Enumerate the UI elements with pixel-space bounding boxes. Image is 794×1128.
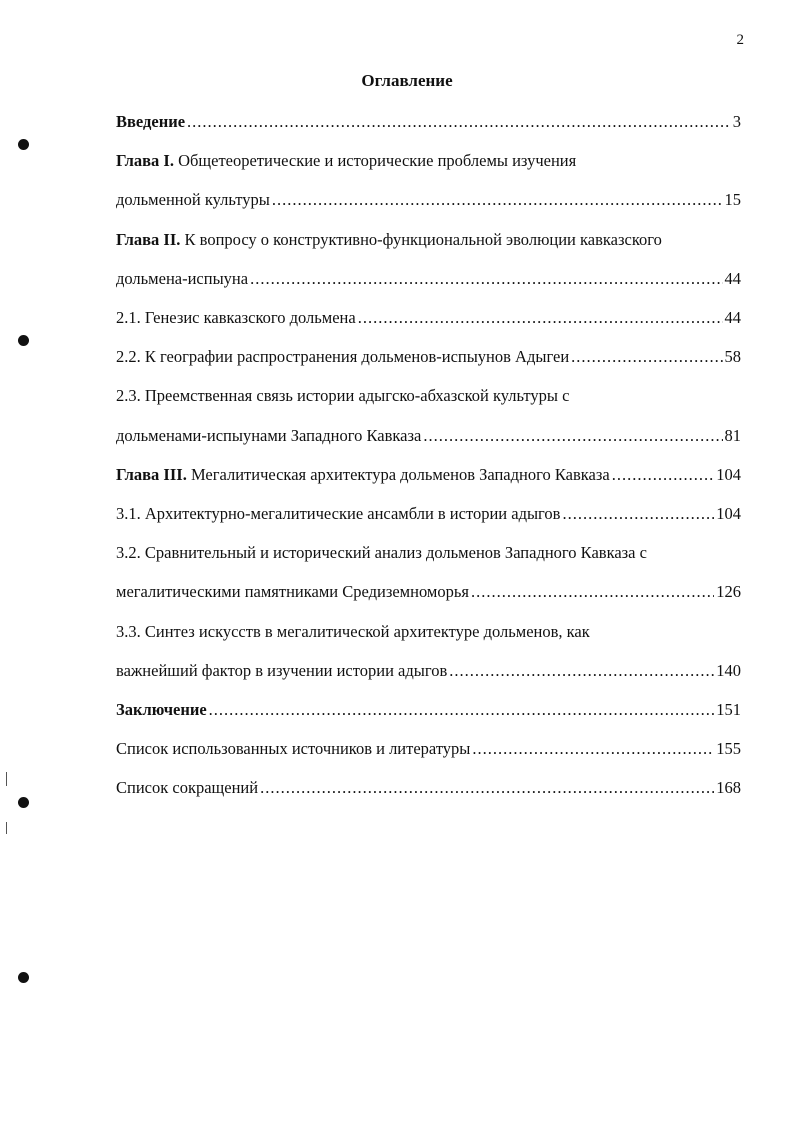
toc-line bbox=[116, 151, 741, 171]
toc-line-text bbox=[116, 739, 470, 759]
toc-line-text bbox=[116, 426, 421, 446]
toc-entry[interactable] bbox=[116, 622, 741, 681]
toc-chapter-label: Глава II. bbox=[116, 229, 181, 249]
toc-line-title: мегалитическими памятниками Средиземноморья bbox=[116, 582, 469, 602]
toc-page-number: 126 bbox=[716, 582, 741, 602]
toc-line-text bbox=[116, 465, 610, 485]
toc-line-title: 3.2. Сравнительный и исторический анализ дольменов Западного Кавказа с bbox=[116, 543, 647, 563]
toc-entry[interactable] bbox=[116, 700, 741, 720]
toc-line-title: К вопросу о конструктивно-функциональной эволюции кавказского bbox=[180, 229, 662, 249]
hole-punch-mark bbox=[18, 335, 29, 346]
toc-line bbox=[116, 504, 741, 524]
toc-entry[interactable] bbox=[116, 151, 741, 210]
toc-line-title: 2.3. Преемственная связь истории адыгско-абхазской культуры с bbox=[116, 386, 570, 406]
toc-leader-dots bbox=[562, 504, 714, 524]
hole-punch-mark bbox=[18, 797, 29, 808]
toc-leader-dots bbox=[472, 739, 714, 759]
toc-leader-dots bbox=[358, 308, 723, 328]
toc-page-number: 155 bbox=[716, 739, 741, 759]
toc-line bbox=[116, 426, 741, 446]
toc-entry[interactable] bbox=[116, 543, 741, 602]
toc-line-text bbox=[116, 622, 590, 642]
toc-line bbox=[116, 347, 741, 367]
toc-page-number: 104 bbox=[716, 504, 741, 523]
toc-page-number: 58 bbox=[724, 347, 741, 367]
toc-page-number: 44 bbox=[724, 268, 741, 288]
toc-line-text bbox=[116, 269, 248, 289]
toc-line-text bbox=[116, 308, 356, 328]
toc-leader-dots bbox=[471, 582, 714, 602]
toc-leader-dots bbox=[449, 661, 714, 681]
toc-entry[interactable] bbox=[116, 112, 741, 132]
toc-leader-dots bbox=[272, 190, 723, 210]
toc-leader-dots bbox=[209, 700, 715, 720]
toc-entry[interactable] bbox=[116, 230, 741, 289]
toc-entry[interactable] bbox=[116, 504, 741, 524]
toc-line-text bbox=[116, 582, 469, 602]
toc-line-text bbox=[116, 347, 569, 367]
toc-line bbox=[116, 230, 741, 250]
toc-page-number: 81 bbox=[724, 425, 741, 445]
toc-chapter-label: Заключение bbox=[116, 700, 207, 719]
toc-leader-dots bbox=[612, 465, 715, 485]
toc-line-title: дольмена-испыуна bbox=[116, 268, 249, 288]
toc-line-title: Мегалитическая архитектура дольменов Западного Кавказа bbox=[186, 464, 610, 484]
toc-line-title: 2.1. Генезис кавказского дольмена bbox=[116, 308, 356, 327]
toc-line bbox=[116, 112, 741, 132]
toc-line bbox=[116, 465, 741, 485]
toc-chapter-label: Глава I. bbox=[116, 151, 174, 171]
toc-entry[interactable] bbox=[116, 347, 741, 367]
toc-line-text bbox=[116, 190, 270, 210]
toc-entry[interactable] bbox=[116, 778, 741, 798]
toc-line-text bbox=[116, 661, 447, 681]
toc-leader-dots bbox=[571, 347, 722, 367]
page-number: 2 bbox=[736, 32, 744, 48]
toc-line-title: дольменной культуры bbox=[116, 190, 270, 210]
toc-line-text bbox=[116, 386, 569, 406]
toc-line-title: Список использованных источников и литературы bbox=[116, 739, 471, 759]
toc-line bbox=[116, 386, 741, 406]
toc-line-text bbox=[116, 151, 576, 171]
hole-punch-mark bbox=[18, 972, 29, 983]
toc-page-number: 168 bbox=[716, 778, 741, 798]
toc-entry[interactable] bbox=[116, 465, 741, 485]
toc-leader-dots bbox=[187, 112, 731, 132]
toc-line-title: 3.1. Архитектурно-мегалитические ансамбли в истории адыгов bbox=[116, 504, 561, 523]
toc-page-number: 15 bbox=[724, 190, 741, 210]
toc-line-title: 3.3. Синтез искусств в мегалитической архитектуре дольменов, как bbox=[116, 621, 590, 641]
toc-line-text bbox=[116, 504, 560, 524]
toc-line bbox=[116, 622, 741, 642]
toc-line bbox=[116, 269, 741, 289]
toc-line bbox=[116, 543, 741, 563]
toc-line bbox=[116, 190, 741, 210]
toc-page-number: 44 bbox=[724, 308, 741, 327]
toc-line bbox=[116, 661, 741, 681]
toc-page-number: 140 bbox=[716, 660, 741, 680]
toc-line bbox=[116, 778, 741, 798]
toc-entry[interactable] bbox=[116, 308, 741, 328]
toc-line bbox=[116, 308, 741, 328]
toc-line bbox=[116, 700, 741, 720]
toc-line-text bbox=[116, 543, 647, 563]
toc-line-title: Общетеоретические и исторические проблемы изучения bbox=[173, 151, 577, 171]
toc-page-number: 104 bbox=[716, 464, 741, 484]
toc-page-number: 3 bbox=[732, 112, 741, 131]
toc-line-text bbox=[116, 112, 185, 132]
toc-line-text bbox=[116, 700, 207, 720]
hole-punch-mark bbox=[18, 139, 29, 150]
toc-line-title: дольменами-испыунами Западного Кавказа bbox=[116, 425, 422, 445]
toc-entry[interactable] bbox=[116, 386, 741, 445]
toc-line-title: Список сокращений bbox=[116, 778, 259, 798]
scan-artifact bbox=[6, 772, 7, 786]
toc-line-title: важнейший фактор в изучении истории адыгов bbox=[116, 660, 448, 680]
toc-entry[interactable] bbox=[116, 739, 741, 759]
toc-line bbox=[116, 582, 741, 602]
toc-leader-dots bbox=[250, 269, 722, 289]
toc-page-number: 151 bbox=[716, 700, 741, 719]
toc-chapter-label: Введение bbox=[116, 112, 186, 131]
toc-leader-dots bbox=[260, 778, 714, 798]
toc-leader-dots bbox=[423, 426, 722, 446]
scan-artifact bbox=[6, 822, 7, 834]
page-title: Оглавление bbox=[361, 71, 453, 90]
toc-line-text bbox=[116, 778, 258, 798]
toc-line-title: 2.2. К географии распространения дольменов-испыунов Адыгеи bbox=[116, 347, 570, 367]
toc-line bbox=[116, 739, 741, 759]
toc-chapter-label: Глава III. bbox=[116, 464, 187, 484]
toc-line-text bbox=[116, 230, 662, 250]
